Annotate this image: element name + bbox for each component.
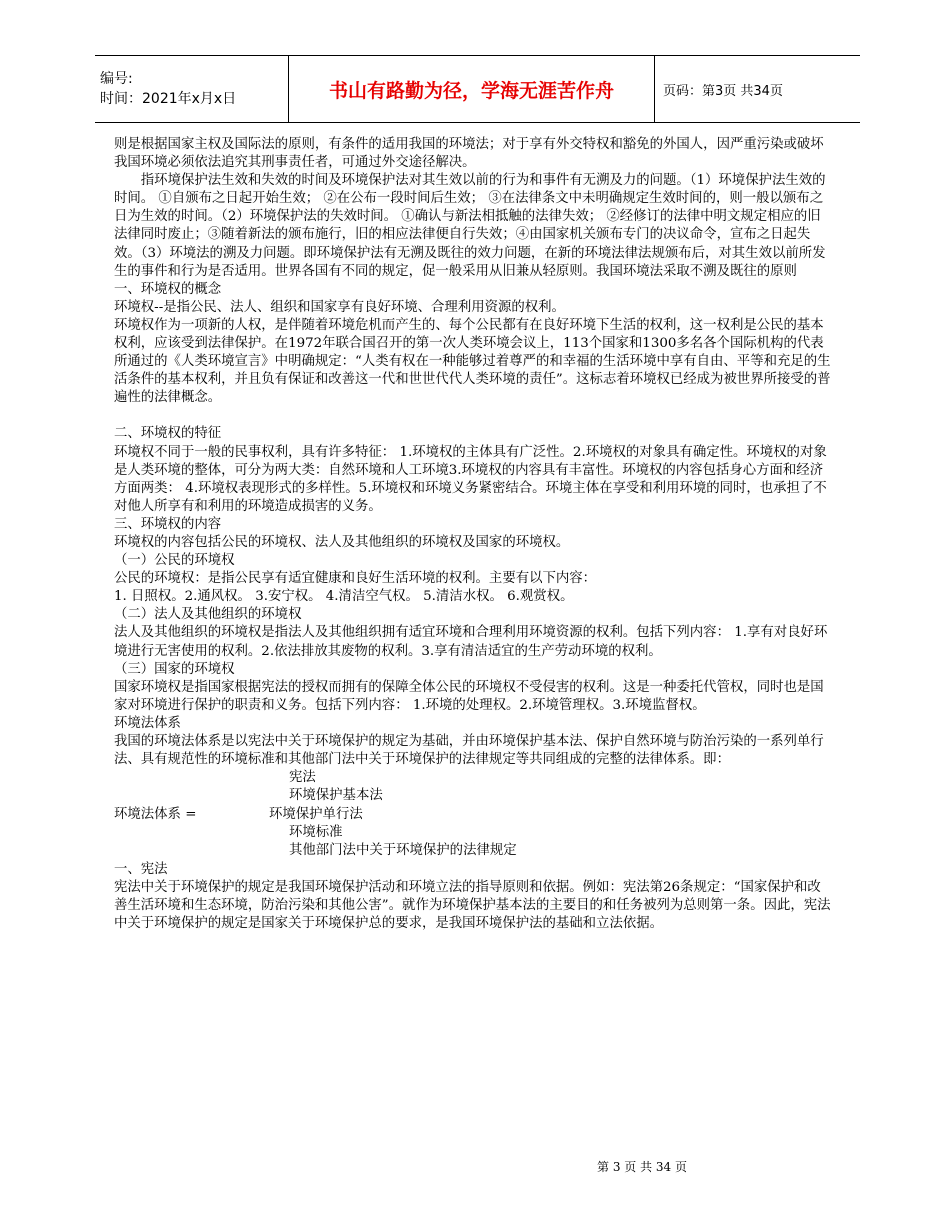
document-time: 时间：2021年x月x日 [100, 91, 237, 107]
tree-label: 环境法体系 = [114, 807, 197, 823]
paragraph: 我国的环境法体系是以宪法中关于环境保护的规定为基础，并由环境保护基本法、保护自然环境与防治污染的一系列单行法、具有规范性的环境标准和其他部门法中关于环境保护的法律规定等共同组成的完整的法律体系。即： [114, 734, 824, 768]
paragraph: 环境权的内容包括公民的环境权、法人及其他组织的环境权及国家的环境权。 [114, 534, 570, 550]
header-meta [95, 56, 288, 122]
document-body [114, 136, 834, 934]
section-heading: 一、环境权的概念 [114, 281, 222, 297]
document-number-label: 编号: [100, 71, 133, 87]
paragraph: 环境权--是指公民、法人、组织和国家享有良好环境、合理利用资源的权利。 [114, 299, 565, 315]
subsection-heading: （一）公民的环境权 [114, 553, 235, 569]
page-footer: 第 3 页 共 34 页 [597, 1160, 687, 1174]
section-heading: 二、环境权的特征 [114, 426, 222, 442]
subsection-heading: （二）法人及其他组织的环境权 [114, 607, 302, 623]
tree-item: 环境保护单行法 [269, 807, 363, 823]
section-heading: 环境法体系 [114, 715, 181, 731]
header-page-info: 页码：第3页 共34页 [663, 83, 783, 99]
tree-item: 其他部门法中关于环境保护的法律规定 [289, 843, 517, 859]
section-heading: 一、宪法 [114, 862, 168, 878]
paragraph: 环境权不同于一般的民事权利，具有许多特征： 1.环境权的主体具有广泛性。2.环境权的对象具有确定性。环境权的对象是人类环境的整体，可分为两大类：自然环境和人工环境3.环境权的内容具有丰富性。环境权的内容包括身心方面和经济方面两类： 4.环境权表现形式的多样性。5.环境权和环境义务紧密结合。环境主体在享受和利用环境的同时，也承担了不对他人所享有和利用的环境造成损害的义务。 [114, 444, 827, 514]
section-heading: 三、环境权的内容 [114, 516, 222, 532]
subsection-heading: （三）国家的环境权 [114, 661, 235, 677]
tree-item: 宪法 [289, 770, 316, 786]
tree-item: 环境标准 [289, 825, 343, 841]
paragraph: 1. 日照权。2.通风权。 3.安宁权。 4.清洁空气权。 5.清洁水权。 6.观赏权。 [114, 589, 574, 605]
paragraph: 国家环境权是指国家根据宪法的授权而拥有的保障全体公民的环境权不受侵害的权利。这是一种委托代管权，同时也是国家对环境进行保护的职责和义务。包括下列内容： 1.环境的处理权。2.环境管理权。3.环境监督权。 [114, 679, 824, 713]
paragraph: 环境权作为一项新的人权，是伴随着环境危机而产生的、每个公民都有在良好环境下生活的权利，这一权利是公民的基本权利，应该受到法律保护。在1972年联合国召开的第一次人类环境会议上，113个国家和1300多名各个国际机构的代表所通过的《人类环境宣言》中明确规定：“人类有权在一种能够过着尊严的和幸福的生活环境中享有自由、平等和充足的生活条件的基本权利，并且负有保证和改善这一代和世世代代人类环境的责任”。这标志着环境权已经成为被世界所接受的普遍性的法律概念。 [114, 317, 831, 406]
paragraph: 公民的环境权：是指公民享有适宜健康和良好生活环境的权利。主要有以下内容： [114, 571, 597, 587]
paragraph: 宪法中关于环境保护的规定是我国环境保护活动和环境立法的指导原则和依据。例如：宪法第26条规定：“国家保护和改善生活环境和生态环境，防治污染和其他公害”。就作为环境保护基本法的主要目的和任务被列为总则第一条。因此，宪法中关于环境保护的规定是国家关于环境保护总的要求，是我国环境保护法的基础和立法依据。 [114, 880, 831, 932]
header-motto: 书山有路勤为径，学海无涯苦作舟 [288, 56, 655, 122]
paragraph: 则是根据国家主权及国际法的原则，有条件的适用我国的环境法；对于享有外交特权和豁免的外国人，因严重污染或破坏我国环境必须依法追究其刑事责任者，可通过外交途径解决。 [114, 137, 824, 171]
tree-item: 环境保护基本法 [289, 788, 383, 804]
paragraph: 法人及其他组织的环境权是指法人及其他组织拥有适宜环境和合理利用环境资源的权利。包括下列内容： 1.享有对良好环境进行无害使用的权利。2.依法排放其废物的权利。3.享有清洁适宜的生产劳动环境的权利。 [114, 625, 828, 659]
paragraph: 指环境保护法生效和失效的时间及环境保护法对其生效以前的行为和事件有无溯及力的问题。（1）环境保护法生效的时间。 ①自颁布之日起开始生效； ②在公布一段时间后生效； ③在法律条文中未明确规定生效时间的，则一般以颁布之日为生效的时间。（2）环境保护法的失效时间。 ①确认与新法相抵触的法律失效； ②经修订的法律中明文规定相应的旧法律同时废止；③随着新法的颁布施行，旧的相应法律便自行失效；④由国家机关颁布专门的决议命令，宣布之日起失效。（3）环境法的溯及力问题。即环境保护法有无溯及既往的效力问题，在新的环境法律法规颁布后，对其生效以前所发生的事件和行为是否适用。世界各国有不同的规定，促一般采用从旧兼从轻原则。我国环境法采取不溯及既往的原则 [114, 173, 826, 279]
law-system-tree [114, 769, 834, 861]
page-header [95, 55, 860, 123]
